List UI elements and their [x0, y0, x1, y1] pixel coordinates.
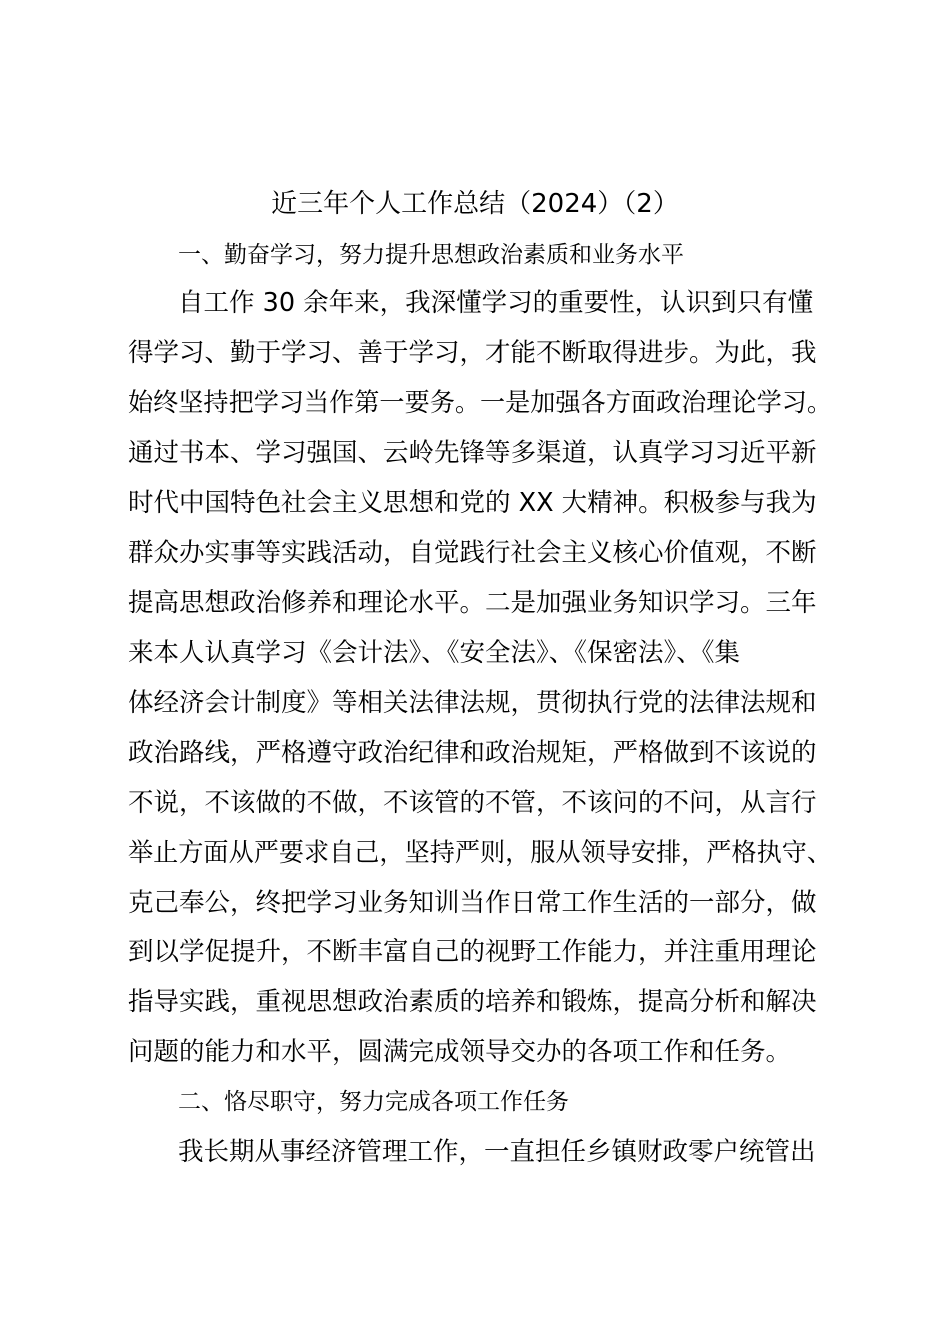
- paragraph-line: 指导实践，重视思想政治素质的培养和锻炼，提高分析和解决: [128, 987, 817, 1017]
- paragraph-line: 始终坚持把学习当作第一要务。一是加强各方面政治理论学习。: [128, 388, 833, 418]
- section-1-heading: 一、勤奋学习，努力提升思想政治素质和业务水平: [178, 242, 684, 268]
- paragraph-line: 克己奉公，终把学习业务知训当作日常工作生活的一部分，做: [128, 888, 817, 918]
- paragraph-line: 得学习、勤于学习、善于学习，才能不断取得进步。为此，我: [128, 338, 817, 368]
- section-2-heading: 二、恪尽职守，努力完成各项工作任务: [178, 1089, 569, 1115]
- paragraph-line: 我长期从事经济管理工作，一直担任乡镇财政零户统管出: [178, 1137, 816, 1167]
- paragraph-line: 不说，不该做的不做，不该管的不管，不该问的不问，从言行: [128, 788, 817, 818]
- paragraph-line: 提高思想政治修养和理论水平。二是加强业务知识学习。三年: [128, 588, 817, 618]
- paragraph-line: 政治路线，严格遵守政治纪律和政治规矩，严格做到不该说的: [128, 738, 817, 768]
- paragraph-line: 来本人认真学习《会计法》、《安全法》、《保密法》、《集: [128, 638, 741, 668]
- paragraph-line: 通过书本、学习强国、云岭先锋等多渠道，认真学习习近平新: [128, 438, 817, 468]
- document-title: 近三年个人工作总结（2024）（2）: [271, 189, 679, 219]
- paragraph-line: 时代中国特色社会主义思想和党的 XX 大精神。积极参与我为: [128, 488, 817, 518]
- paragraph-line: 问题的能力和水平，圆满完成领导交办的各项工作和任务。: [128, 1037, 792, 1067]
- paragraph-line: 自工作 30 余年来，我深懂学习的重要性，认识到只有懂: [178, 288, 814, 318]
- paragraph-line: 到以学促提升，不断丰富自己的视野工作能力，并注重用理论: [128, 937, 817, 967]
- paragraph-line: 体经济会计制度》等相关法律法规，贯彻执行党的法律法规和: [128, 688, 817, 718]
- paragraph-line: 举止方面从严要求自己，坚持严则，服从领导安排，严格执守、: [128, 838, 833, 868]
- paragraph-line: 群众办实事等实践活动，自觉践行社会主义核心价值观，不断: [128, 538, 817, 568]
